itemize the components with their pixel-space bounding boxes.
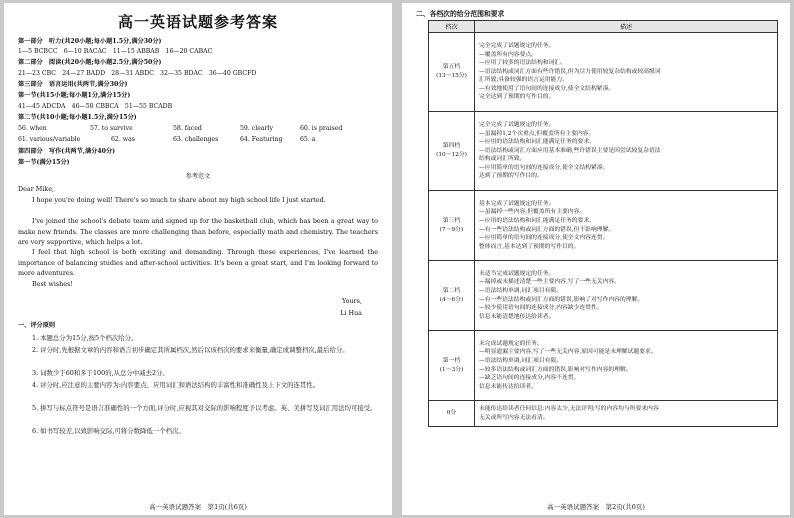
description-line: —应用的语法结构和词汇能满足任务的要求。 xyxy=(479,217,595,224)
signature: Li Hua xyxy=(340,309,362,317)
grade-range: (13～15分) xyxy=(436,73,467,79)
answer-item: 64. Featuring xyxy=(240,136,283,143)
answer-page-1 xyxy=(4,3,392,515)
part2-answers: 21—23 CBC 24—27 BADD 28—31 ABDC 32—35 BDAC 36—40 GBCFD xyxy=(18,70,257,77)
principle-item: 1. 本题总分为15分,按5个档次给分。 xyxy=(32,334,138,342)
principle-item: 4. 评分时,应注意的主要内容为:内容要点、应用词汇和语法结构的丰富性和准确性及上下文的连贯性。 xyxy=(32,381,320,389)
part4-heading: 第四部分 写作(共两节,满分40分) xyxy=(18,148,116,155)
essay-paragraph-2: I've joined the school's debate team and signed up for the basketball club, which has been a great way to make new friends. The classes are more challenging than before, especially math and chemistry. The teachers are very supportive, which helps a lot. xyxy=(18,217,378,246)
part1-answers: 1—5 BCBCC 6—10 BACAC 11—15 ABBAB 16—20 CABAC xyxy=(18,48,213,55)
description-line: —语法结构单调,词汇项目有限。 xyxy=(479,357,562,364)
description-line: 信息未能清楚地传达给读者。 xyxy=(479,313,555,320)
table-row xyxy=(429,331,778,401)
answer-item: 63. challenges xyxy=(173,136,219,143)
principle-item: 2. 评分时,先根据文章的内容和语言初步确定其所属档次,然后以该档次的要求来衡量,确定或调整档次,最后给分。 xyxy=(32,346,349,354)
part3-heading: 第三部分 语言运用(共两节,满分30分) xyxy=(18,81,128,88)
column-header-description: 描述 xyxy=(475,21,778,33)
grade-range: (4～6分) xyxy=(439,296,464,303)
grade-range: (10～12分) xyxy=(436,152,467,158)
grade-label: 第二档 xyxy=(442,287,461,294)
description-line: 汇所致;具备较强的语言运用能力。 xyxy=(479,77,568,84)
description-line: —有效地使用了语句间的连接成分,使全文结构紧凑。 xyxy=(479,85,615,92)
description-line: —应用简单的语句间的连接成分,使全文内容连贯。 xyxy=(479,235,609,242)
description-line: 完全完成了试题规定的任务。 xyxy=(479,121,555,128)
grade-cell xyxy=(429,191,475,261)
description-line: 完全达到了预期的写作目的。 xyxy=(479,94,555,101)
description-line: 未能传达给读者任何信息:内容太少,无法评判;写的内容均与所要求内容 xyxy=(479,405,659,412)
answer-item: 60. is praised xyxy=(300,125,343,132)
description-line: —漏掉或未描述清楚一些主要内容,写了一些无关内容。 xyxy=(479,279,620,286)
grade-cell xyxy=(429,261,475,331)
grading-table xyxy=(428,20,778,427)
grading-levels-heading: 二、各档次的给分范围和要求 xyxy=(416,10,505,18)
grade-cell xyxy=(429,33,475,112)
column-header-grade: 档次 xyxy=(429,21,475,33)
principle-item: 5. 拼写与标点符号是语言准确性的一个方面,评分时,应视其对交际的影响程度予以考虑。英、美拼写及词汇用法均可接受。 xyxy=(32,404,377,412)
description-line: —明显遗漏主要内容,写了一些无关内容,原因可能是未理解试题要求。 xyxy=(479,349,657,356)
description-line: —语法结构或词汇方面应用基本准确,些许错误主要是因尝试较复杂语法 xyxy=(479,147,661,154)
closing: Best wishes! xyxy=(32,280,73,288)
description-line: 基本完成了试题规定的任务。 xyxy=(479,200,555,207)
table-row xyxy=(429,401,778,427)
answer-item: 61. various/variable xyxy=(18,136,81,143)
part2-heading: 第二部分 阅读(共20小题;每小题2.5分,满分50分) xyxy=(18,59,162,66)
scoring-principles-heading: 一、评分原则 xyxy=(18,322,56,329)
description-line: —较少使用语句间的连接成分,内容缺少连贯性。 xyxy=(479,305,603,312)
description-line: —应用的语法结构和词汇能满足任务的要求。 xyxy=(479,139,595,146)
table-row xyxy=(429,112,778,191)
description-line: 无关或所写内容无法看清。 xyxy=(479,414,549,421)
essay-paragraph-1: I hope you're doing well! There's so much to share about my high school life I just started. xyxy=(32,196,326,204)
grade-label: 第一档 xyxy=(442,357,461,364)
description-line: 未适当完成试题规定的任务。 xyxy=(479,270,555,277)
table-row xyxy=(429,261,778,331)
table-row xyxy=(429,191,778,261)
description-line: 信息未能传达给读者。 xyxy=(479,383,537,390)
description-line: —虽漏掉一些内容,但覆盖所有主要内容。 xyxy=(479,209,586,216)
description-line: 达到了预期的写作目的。 xyxy=(479,173,543,180)
part4-section1-heading: 第一节(满分15分) xyxy=(18,159,70,166)
grade-cell xyxy=(429,401,475,427)
description-line: —语法结构或词汇方面有些许错误,但为尽力使用较复杂结构或较高级词 xyxy=(479,68,661,75)
description-line: —缺乏语句间的连接成分,内容不连贯。 xyxy=(479,375,580,382)
principle-item: 6. 如书写较差,以致影响交际,可将分数降低一个档次。 xyxy=(32,427,185,435)
description-line: —有一些语法结构或词汇方面的错误,影响了对写作内容的理解。 xyxy=(479,296,644,303)
description-cell xyxy=(475,261,778,331)
answer-item: 58. faced xyxy=(173,125,202,132)
description-line: 整体而言,基本达到了预期的写作目的。 xyxy=(479,243,580,250)
salutation: Dear Mike, xyxy=(18,185,55,193)
page-footer: 高一英语试题答案 第2页(共6页) xyxy=(547,503,645,511)
description-line: —语法结构单调,词汇项目有限。 xyxy=(479,287,562,294)
answer-item: 57. to survive xyxy=(90,125,133,132)
description-cell xyxy=(475,331,778,401)
description-line: —有一些语法结构或词汇方面的错误,但不影响理解。 xyxy=(479,226,615,233)
answer-item: 59. clearly xyxy=(240,125,274,132)
grade-label: 第三档 xyxy=(442,217,461,224)
description-cell xyxy=(475,33,778,112)
part1-heading: 第一部分 听力(共20小题;每小题1.5分,满分30分) xyxy=(18,38,162,45)
table-row xyxy=(429,33,778,112)
grade-cell xyxy=(429,331,475,401)
description-line: 结构或词汇所致。 xyxy=(479,156,526,163)
page-footer: 高一英语试题答案 第1页(共6页) xyxy=(149,503,247,511)
description-line: —覆盖所有内容要点。 xyxy=(479,51,537,58)
section2-heading: 第二节(共10小题;每小题1.5分,满分15分) xyxy=(18,114,137,121)
description-line: —较多语法结构或词汇方面的错误,影响对写作内容的理解。 xyxy=(479,366,632,373)
principle-item: 3. 词数少于60和多于100的,从总分中减去2分。 xyxy=(32,369,169,377)
grade-label: 第四档 xyxy=(442,143,461,149)
grade-label: 第五档 xyxy=(442,64,461,70)
essay-paragraph-3: I feel that high school is both exciting and demanding. Through these experiences, I've learned the importance of balancing studies and after-school activities. It's been a great start, and I'm looking forward to more adventures. xyxy=(18,248,378,277)
grade-cell xyxy=(429,112,475,191)
description-line: —应用简单的语句间的连接成分,使全文结构紧凑。 xyxy=(479,164,609,171)
table-header-row xyxy=(429,21,778,33)
answer-page-2 xyxy=(402,3,790,515)
answer-item: 62. was xyxy=(111,136,135,143)
description-cell xyxy=(475,191,778,261)
description-line: 完全完成了试题规定的任务。 xyxy=(479,42,555,49)
description-cell xyxy=(475,112,778,191)
grade-range: (1～3分) xyxy=(439,366,464,373)
answer-item: 65. a xyxy=(300,136,316,143)
description-line: —虽漏掉1,2个次重点,但覆盖所有主要内容。 xyxy=(479,130,595,137)
section1-answers: 41—45 ADCDA 46—50 CBBCA 51—55 BCADB xyxy=(18,103,173,110)
grade-label: 0分 xyxy=(446,410,457,416)
answer-item: 56. when xyxy=(18,125,47,132)
description-cell xyxy=(475,401,778,427)
page-title: 高一英语试题参考答案 xyxy=(117,13,278,31)
yours: Yours, xyxy=(342,297,362,305)
description-line: —应用了较多的语法结构和词汇。 xyxy=(479,60,566,67)
description-line: 未完成试题规定的任务。 xyxy=(479,340,543,347)
section1-heading: 第一节(共15小题;每小题1分,满分15分) xyxy=(18,92,131,99)
grade-range: (7～9分) xyxy=(439,226,464,233)
model-essay-title: 参考范文 xyxy=(185,173,211,180)
